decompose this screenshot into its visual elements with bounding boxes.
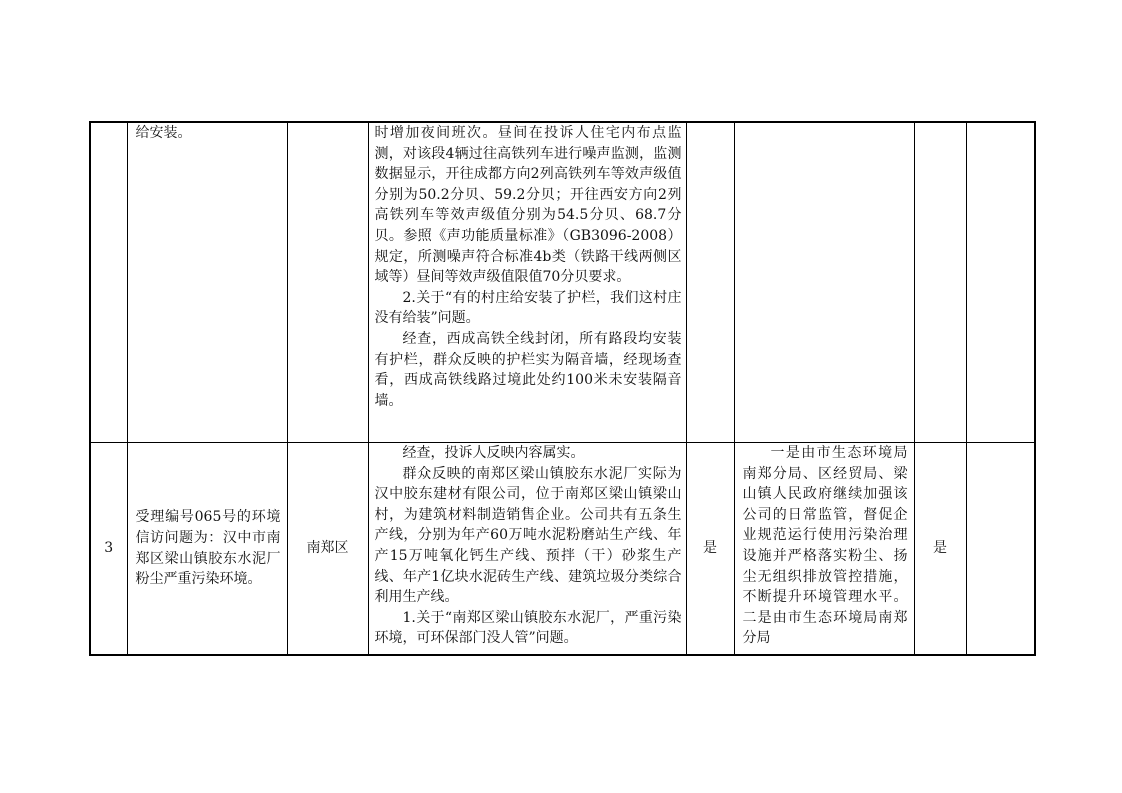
findings-paragraph: 1.关于“南郑区梁山镇胶东水泥厂，严重污染环境，可环保部门没人管”问题。: [374, 609, 682, 647]
complaint-table: [89, 121, 1036, 656]
table-row: [90, 122, 1035, 443]
table-row: [90, 443, 1035, 656]
verified-cell: 是: [686, 443, 734, 656]
issue-cell: [127, 122, 287, 443]
findings-paragraph: 时增加夜间班次。昼间在投诉人住宅内布点监测，对该段4辆过往高铁列车进行噪声监测，监测数据显示，开往成都方向2列高铁列车等效声级值分别为50.2分贝、59.2分贝；开往西安方向2列高铁列车等效声级值分别为54.5分贝、68.7分贝。参照《声功能质量标准》（GB3096-2008）规定，所测噪声符合标准4b类（铁路干线两侧区域等）昼间等效声级值限值70分贝要求。: [374, 125, 682, 286]
remark-cell: [966, 122, 1035, 443]
row-index: 3: [90, 443, 127, 656]
district-cell: [287, 122, 368, 443]
findings-paragraph: 经查，西成高铁全线封闭，所有路段均安装有护栏，群众反映的护栏实为隔音墙，经现场查看，西成高铁线路过境此处约100米未安装隔音墙。: [374, 330, 682, 409]
remark-cell: [966, 443, 1035, 656]
measures-paragraph: 一是由市生态环境局南郑分局、区经贸局、梁山镇人民政府继续加强该公司的日常监管，督促企业规范运行使用污染治理设施并严格落实粉尘、扬尘无组织排放管控措施，不断提升环境管理水平。二是由市生态环境局南郑分局: [742, 445, 908, 647]
issue-cell: 受理编号065号的环境信访问题为：汉中市南郑区梁山镇胶东水泥厂粉尘严重污染环境。: [127, 443, 287, 656]
row-index: [90, 122, 127, 443]
findings-paragraph: 群众反映的南郑区梁山镇胶东水泥厂实际为汉中胶东建材有限公司，位于南郑区梁山镇梁山村，为建筑材料制造销售企业。公司共有五条生产线，分别为年产60万吨水泥粉磨站生产线、年产15万吨氧化钙生产线、预拌（干）砂浆生产线、年产1亿块水泥砖生产线、建筑垃圾分类综合利用生产线。: [374, 465, 682, 606]
findings-paragraph: 经查，投诉人反映内容属实。: [402, 445, 585, 461]
findings-cell: [368, 443, 686, 656]
district-cell: 南郑区: [287, 443, 368, 656]
findings-paragraph: 2.关于“有的村庄给安装了护栏，我们这村庄没有给装”问题。: [374, 289, 682, 327]
measures-cell: [734, 443, 914, 656]
verified-cell: [686, 122, 734, 443]
rectified-cell: [914, 122, 966, 443]
issue-text: 给安装。: [135, 125, 192, 141]
rectified-cell: 是: [914, 443, 966, 656]
findings-cell: [368, 122, 686, 443]
measures-cell: [734, 122, 914, 443]
